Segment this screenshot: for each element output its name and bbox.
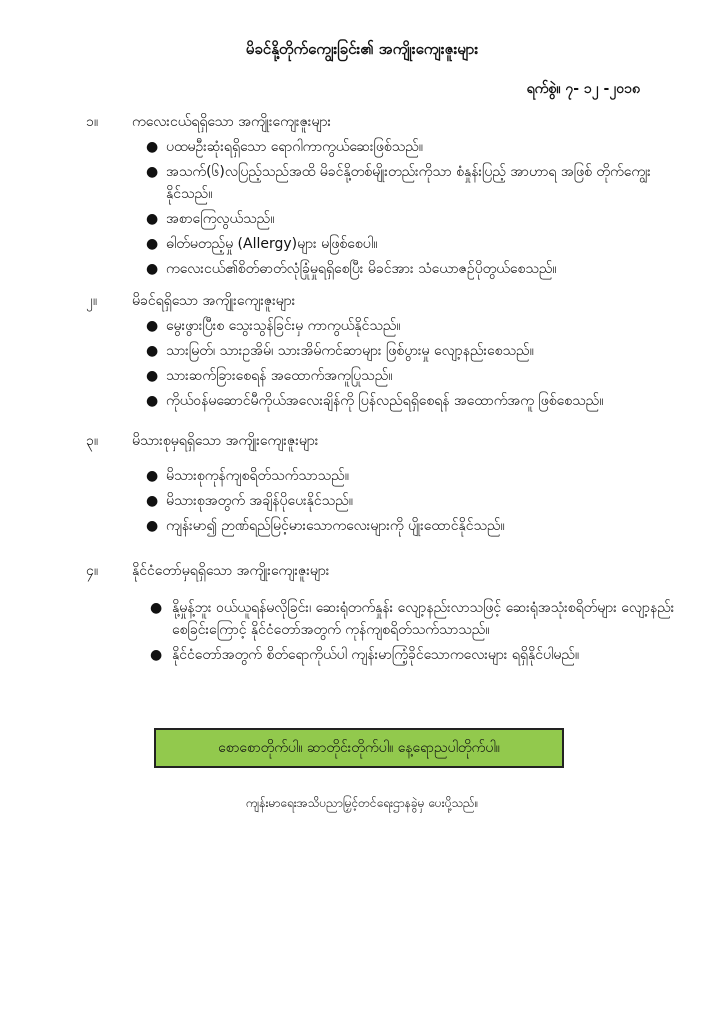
list-item bbox=[86, 258, 676, 280]
bullet-icon: ● bbox=[146, 211, 159, 227]
section-heading bbox=[86, 431, 676, 453]
section-number: ၂။ bbox=[86, 293, 98, 309]
section-nation-benefits bbox=[86, 561, 676, 669]
section-heading bbox=[86, 291, 676, 313]
list-item bbox=[86, 490, 676, 512]
bullet-list bbox=[86, 315, 676, 412]
list-item-text: ကျန်းမာ၍ ဉာဏ်ရည်မြင့်မားသောကလေးများကို ပျိုးထောင်နိုင်သည်။ bbox=[166, 518, 505, 534]
slogan-banner: စောစောတိုက်ပါ။ ဆာတိုင်းတိုက်ပါ။ နေ့ရောညပါတိုက်ပါ။ bbox=[154, 728, 564, 768]
bullet-icon: ● bbox=[146, 493, 159, 509]
list-item bbox=[86, 136, 676, 158]
bullet-icon: ● bbox=[146, 318, 159, 334]
list-item-text: အသက်(၆)လပြည့်သည်အထိ မိခင်နို့တစ်မျိုးတည်းကိုသာ စံနှုန်းပြည့် အာဟာရ အဖြစ် တိုက်ကျွေးနိုင်သည်။ bbox=[166, 164, 651, 202]
list-item-text: ပထမဦးဆုံးရရှိသော ရောဂါကာကွယ်ဆေးဖြစ်သည်။ bbox=[166, 139, 424, 155]
bullet-icon: ● bbox=[146, 164, 159, 180]
document-date: ရက်စွဲ။ ၇- ၁၂ -၂၀၁၈ bbox=[526, 81, 640, 97]
section-number: ၁။ bbox=[86, 114, 99, 130]
list-item-text: ဓါတ်မတည့်မှု (Allergy)များ မဖြစ်စေပါ။ bbox=[166, 236, 378, 252]
section-number: ၄။ bbox=[86, 563, 99, 579]
footer-note: ကျန်းမာရေးအသိပညာမြှင့်တင်ရေးဌာနခွဲမှ ပေးပို့သည်။ bbox=[245, 796, 479, 810]
bullet-icon: ● bbox=[146, 261, 159, 277]
bullet-icon: ● bbox=[146, 368, 159, 384]
bullet-icon: ● bbox=[146, 343, 159, 359]
list-item-text: မွေးဖွားပြီးစ သွေးသွန်ခြင်းမှ ကာကွယ်နိုင်သည်။ bbox=[166, 318, 401, 334]
section-heading bbox=[86, 112, 676, 134]
section-mother-benefits bbox=[86, 291, 676, 415]
bullet-icon: ● bbox=[146, 468, 159, 484]
section-number: ၃။ bbox=[86, 433, 99, 449]
list-item bbox=[86, 233, 676, 255]
section-family-benefits bbox=[86, 431, 676, 540]
list-item-text: နိုင်ငံတော်အတွက် စိတ်ရောကိုယ်ပါ ကျန်းမာကြံ့ခိုင်သောကလေးများ ရရှိနိုင်ပါမည်။ bbox=[172, 647, 580, 663]
section-title: နိုင်ငံတော်မှရရှိသော အကျိုးကျေးဇူးများ bbox=[132, 563, 330, 579]
list-item bbox=[86, 515, 676, 537]
page-title: မိခင်နို့တိုက်ကျွေးခြင်း၏ အကျိုးကျေးဇူးများ bbox=[245, 40, 479, 58]
bullet-list bbox=[86, 465, 676, 537]
bullet-icon: ● bbox=[150, 647, 163, 663]
list-item-text: နို့မှုန့်ဘူး ဝယ်ယူရန်မလိုခြင်း၊ ဆေးရုံတက်နှုန်း လျော့နည်းလာသဖြင့် ဆေးရုံအသုံးစရိတ်များ လျော့နည်းစေခြင်းကြောင့် နိုင်ငံတော်အတွက် ကုန်ကျစရိတ်သက်သာသည်။ bbox=[172, 600, 675, 638]
section-title: ကလေးငယ်ရရှိသော အကျိုးကျေးဇူးများ bbox=[132, 114, 332, 130]
list-item-text: ကလေးငယ်၏စိတ်ဓာတ်လုံခြုံမှုရရှိစေပြီး မိခင်အား သံယောဇဉ်ပိုတွယ်စေသည်။ bbox=[166, 261, 557, 277]
section-title: မိခင်ရရှိသော အကျိုးကျေးဇူးများ bbox=[132, 293, 296, 309]
list-item-text: မိသားစုကုန်ကျစရိတ်သက်သာသည်။ bbox=[166, 468, 349, 484]
section-infant-benefits bbox=[86, 112, 676, 283]
list-item bbox=[86, 644, 676, 666]
list-item-text: သားမြတ်၊ သားဥအိမ်၊ သားအိမ်ကင်ဆာများ ဖြစ်ပွားမှု လျော့နည်းစေသည်။ bbox=[166, 343, 534, 359]
section-heading bbox=[86, 561, 676, 583]
list-item bbox=[86, 161, 676, 205]
list-item bbox=[86, 340, 676, 362]
list-item bbox=[86, 365, 676, 387]
list-item bbox=[86, 465, 676, 487]
list-item-text: မိသားစုအတွက် အချိန်ပိုပေးနိုင်သည်။ bbox=[166, 493, 353, 509]
bullet-icon: ● bbox=[146, 236, 159, 252]
bullet-icon: ● bbox=[146, 393, 159, 409]
list-item bbox=[86, 208, 676, 230]
list-item-text: အစာကြေလွယ်သည်။ bbox=[166, 211, 275, 227]
section-title: မိသားစုမှရရှိသော အကျိုးကျေးဇူးများ bbox=[132, 433, 319, 449]
bullet-list bbox=[86, 136, 676, 280]
list-item bbox=[86, 597, 676, 641]
bullet-icon: ● bbox=[146, 139, 159, 155]
list-item bbox=[86, 390, 676, 412]
bullet-icon: ● bbox=[150, 600, 163, 616]
list-item bbox=[86, 315, 676, 337]
bullet-icon: ● bbox=[146, 518, 159, 534]
list-item-text: သားဆက်ခြားစေရန် အထောက်အကူပြုသည်။ bbox=[166, 368, 393, 384]
list-item-text: ကိုယ်ဝန်မဆောင်မီကိုယ်အလေးချိန်ကို ပြန်လည်ရရှိစေရန် အထောက်အကူ ဖြစ်စေသည်။ bbox=[166, 393, 604, 409]
bullet-list bbox=[86, 597, 676, 666]
